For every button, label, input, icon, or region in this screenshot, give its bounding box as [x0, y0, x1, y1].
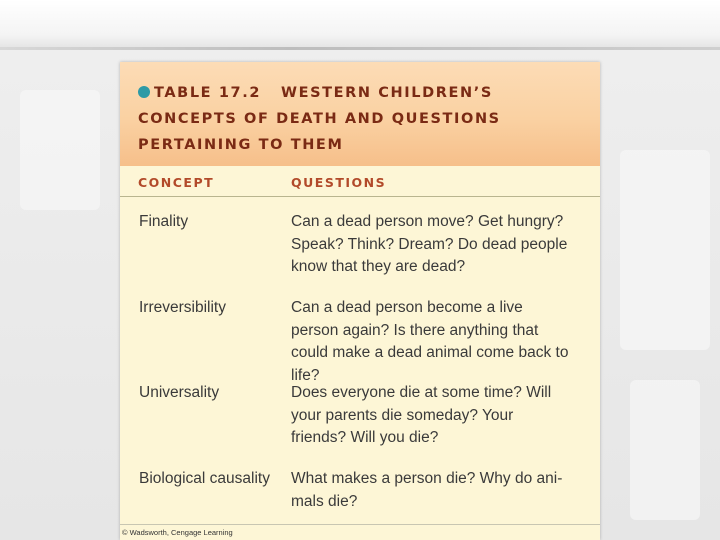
background-shape [620, 150, 710, 350]
background-shape [630, 380, 700, 520]
column-header-questions: QUESTIONS [291, 175, 387, 190]
column-header-concept: CONCEPT [138, 175, 215, 190]
credit-text: © Wadsworth, Cengage Learning [122, 528, 233, 537]
concept-cell: Biological causality [139, 470, 270, 487]
questions-cell: Does everyone die at some time? Will your parents die someday? Your friends? Will you die? [291, 384, 552, 446]
concept-cell: Irreversibility [139, 299, 226, 316]
bullet-icon [138, 86, 150, 98]
table-number: TABLE 17.2 [154, 85, 262, 101]
background-shape [20, 90, 100, 210]
table-title [138, 80, 588, 158]
concept-cell: Finality [139, 213, 189, 230]
table-card [120, 62, 600, 540]
questions-cell: What makes a person die? Why do ani-mals die? [291, 470, 563, 510]
column-header-row [120, 166, 600, 197]
copyright-credit [120, 524, 600, 540]
questions-cell: Can a dead person become a live person again? Is there anything that could make a dead animal come back to life? [291, 299, 569, 384]
slide-top-band [0, 0, 720, 50]
concept-cell: Universality [139, 384, 220, 401]
table-title-text: WESTERN CHILDREN’S CONCEPTS OF DEATH AND QUESTIONS PERTAINING TO THEM [138, 85, 501, 153]
questions-cell: Can a dead person move? Get hungry? Speak? Think? Dream? Do dead people know that they are dead? [291, 213, 568, 275]
table-header [120, 62, 600, 166]
